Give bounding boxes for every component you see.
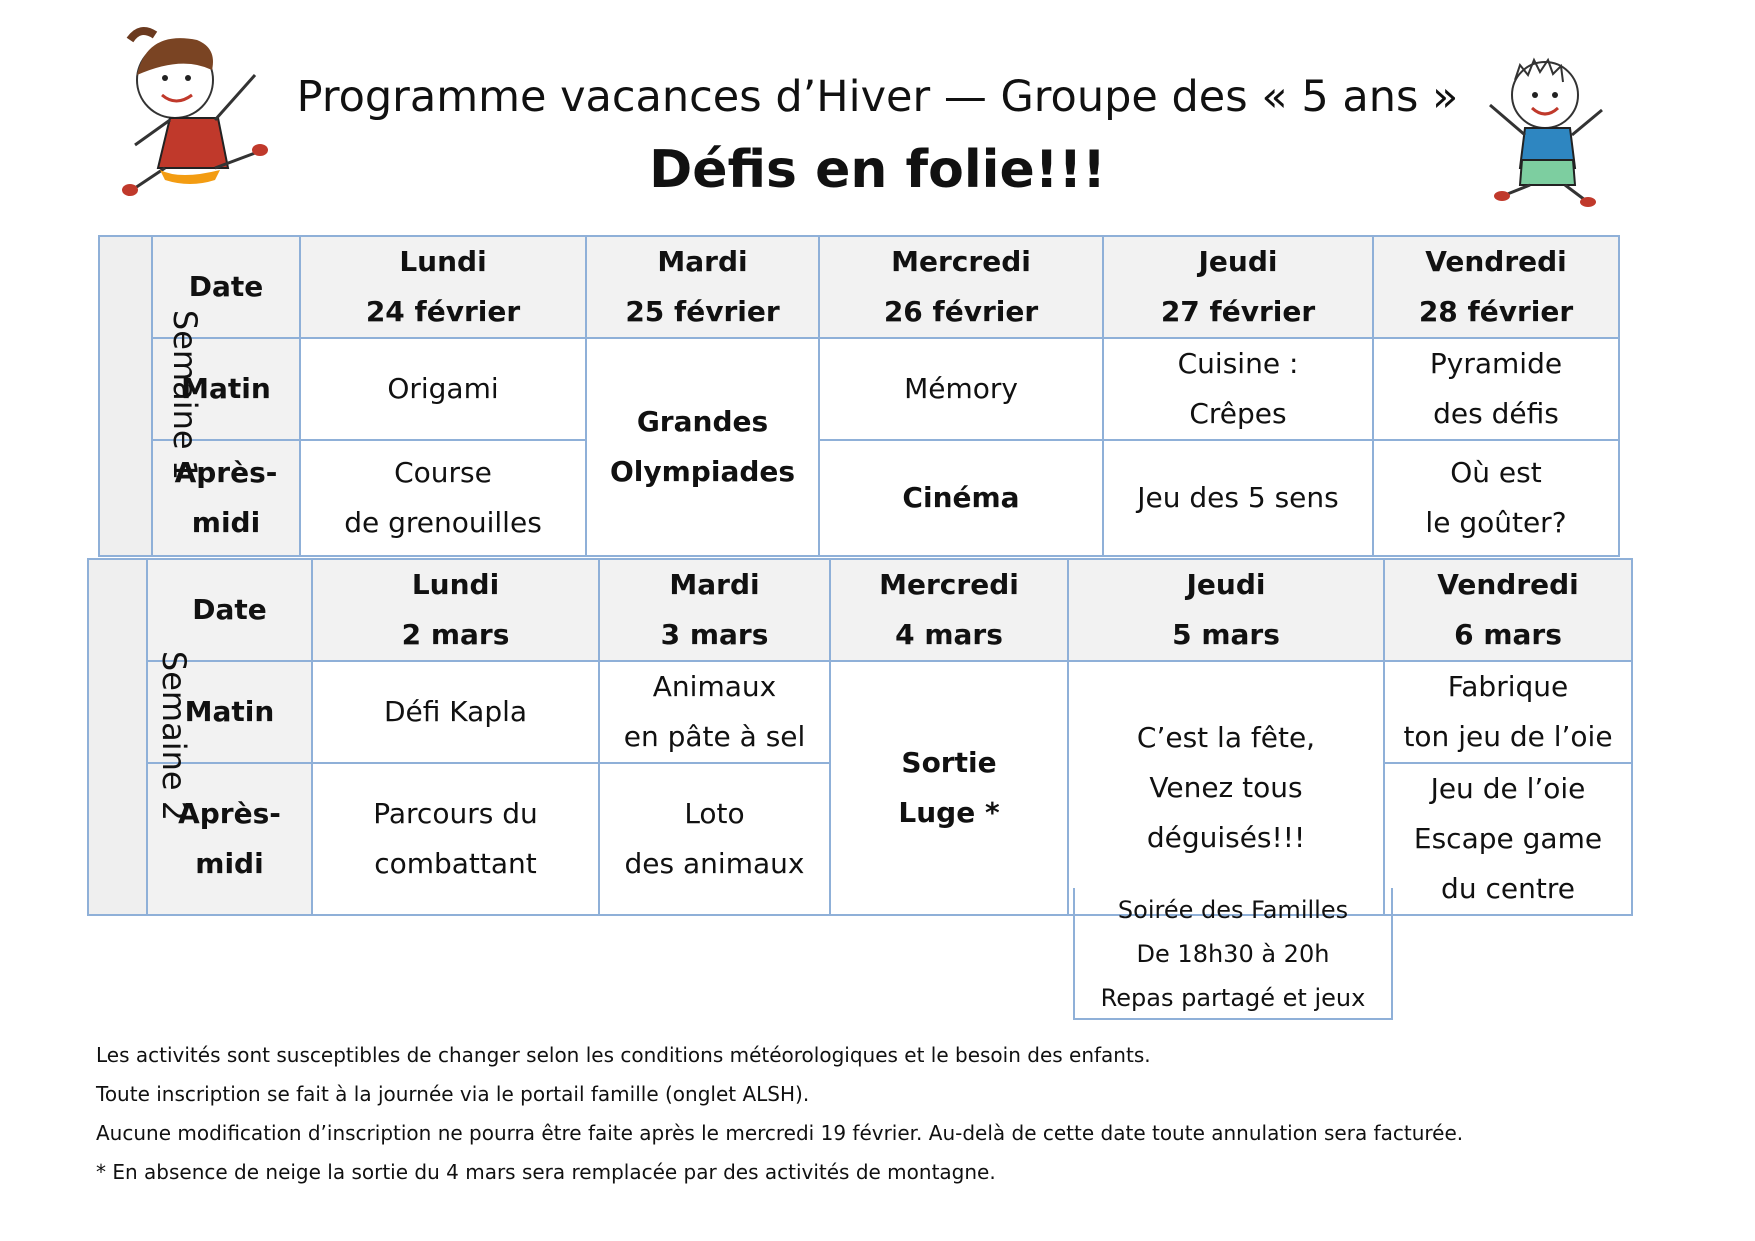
day-header-thursday: Jeudi 27 février bbox=[1103, 236, 1373, 338]
week-2-label: Semaine 2 bbox=[88, 559, 147, 915]
activity-cell: Course de grenouilles bbox=[300, 440, 586, 556]
activity-cell: Où est le goûter? bbox=[1373, 440, 1619, 556]
family-evening-title: Soirée des Familles bbox=[1117, 896, 1349, 924]
activity-cell: Fabrique ton jeu de l’oie bbox=[1384, 661, 1632, 763]
page-subtitle: Programme vacances d’Hiver — Groupe des « 5 ans » bbox=[296, 72, 1459, 122]
activity-cell: Parcours du combattant bbox=[312, 763, 599, 915]
activity-cell: Mémory bbox=[819, 338, 1103, 440]
day-header-wednesday: Mercredi 4 mars bbox=[830, 559, 1068, 661]
activity-cell: Défi Kapla bbox=[312, 661, 599, 763]
family-evening-box bbox=[1073, 888, 1393, 1020]
activity-cell: Jeu de l’oie Escape game du centre bbox=[1384, 763, 1632, 915]
row-afternoon-label: Après-midi bbox=[152, 440, 300, 556]
family-evening-time: De 18h30 à 20h bbox=[1136, 940, 1330, 968]
footnote: * En absence de neige la sortie du 4 mars sera remplacée par des activités de montagne. bbox=[96, 1160, 996, 1184]
day-header-monday: Lundi 2 mars bbox=[312, 559, 599, 661]
activity-cell-allday: Grandes Olympiades bbox=[586, 338, 819, 556]
day-header-tuesday: Mardi 25 février bbox=[586, 236, 819, 338]
activity-cell: Loto des animaux bbox=[599, 763, 830, 915]
footnote: Aucune modification d’inscription ne pourra être faite après le mercredi 19 février. Au-delà de cette date toute annulation sera facturée. bbox=[96, 1121, 1464, 1145]
activity-cell-allday: C’est la fête, Venez tous déguisés!!! bbox=[1068, 661, 1384, 915]
footnotes bbox=[96, 1036, 1463, 1192]
week-2-table bbox=[87, 558, 1633, 916]
footnote: Toute inscription se fait à la journée via le portail famille (onglet ALSH). bbox=[96, 1082, 810, 1106]
row-afternoon-label: Après-midi bbox=[147, 763, 312, 915]
week-1-label: Semaine 1 bbox=[99, 236, 152, 556]
day-header-thursday: Jeudi 5 mars bbox=[1068, 559, 1384, 661]
page-title: Défis en folie!!! bbox=[649, 140, 1106, 200]
day-header-friday: Vendredi 28 février bbox=[1373, 236, 1619, 338]
activity-cell: Jeu des 5 sens bbox=[1103, 440, 1373, 556]
row-morning-label: Matin bbox=[147, 661, 312, 763]
activity-cell: Cuisine : Crêpes bbox=[1103, 338, 1373, 440]
row-morning-label: Matin bbox=[152, 338, 300, 440]
activity-cell: Animaux en pâte à sel bbox=[599, 661, 830, 763]
activity-cell: Pyramide des défis bbox=[1373, 338, 1619, 440]
day-header-monday: Lundi 24 février bbox=[300, 236, 586, 338]
activity-cell: Origami bbox=[300, 338, 586, 440]
footnote: Les activités sont susceptibles de changer selon les conditions météorologiques et le besoin des enfants. bbox=[96, 1043, 1151, 1067]
day-header-wednesday: Mercredi 26 février bbox=[819, 236, 1103, 338]
activity-cell-allday: Sortie Luge * bbox=[830, 661, 1068, 915]
week-1-table bbox=[98, 235, 1620, 557]
family-evening-desc: Repas partagé et jeux bbox=[1100, 984, 1366, 1012]
row-date-label: Date bbox=[152, 236, 300, 338]
row-date-label: Date bbox=[147, 559, 312, 661]
activity-cell: Cinéma bbox=[819, 440, 1103, 556]
day-header-friday: Vendredi 6 mars bbox=[1384, 559, 1632, 661]
day-header-tuesday: Mardi 3 mars bbox=[599, 559, 830, 661]
